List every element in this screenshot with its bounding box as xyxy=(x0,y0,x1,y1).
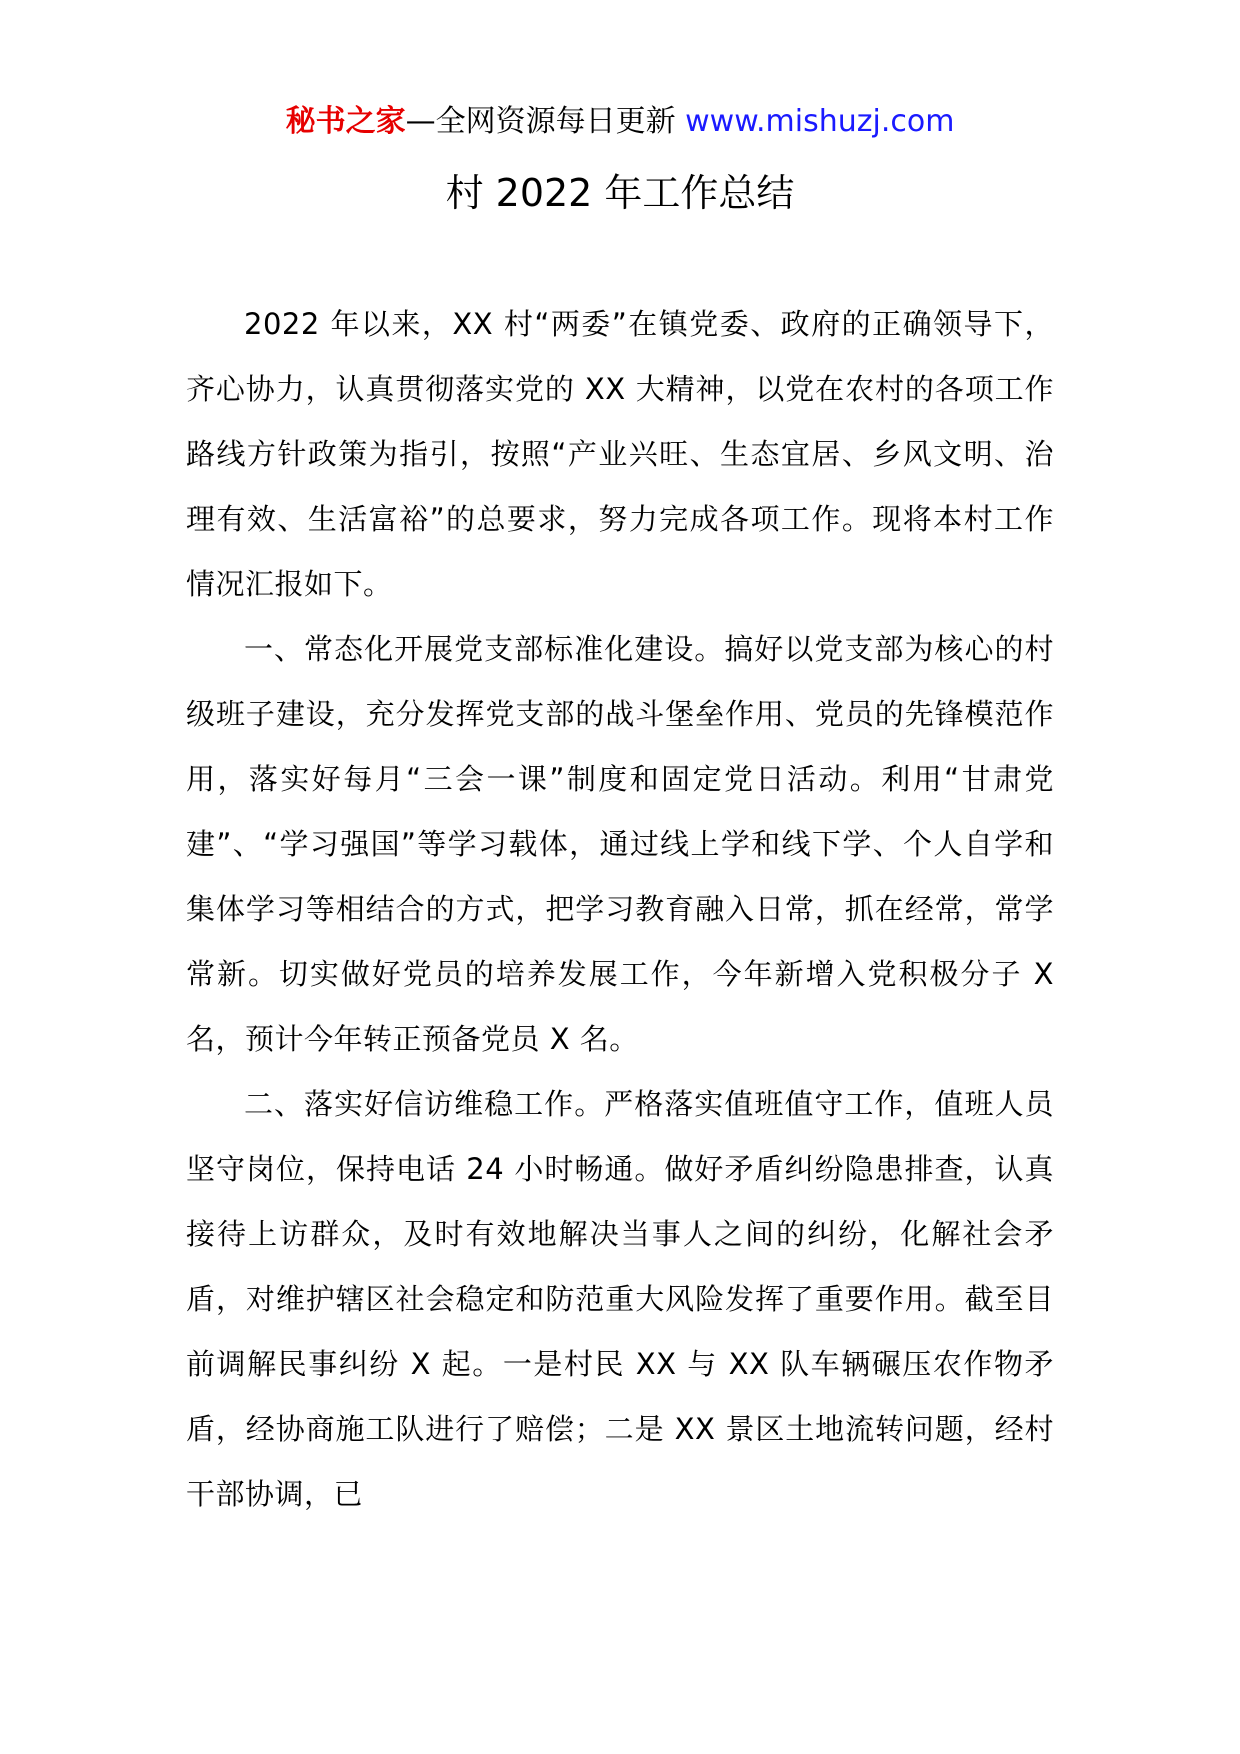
site-url-link[interactable]: www.mishuzj.com xyxy=(685,104,955,139)
paragraph-section-2: 二、落实好信访维稳工作。严格落实值班值守工作，值班人员坚守岗位，保持电话 24 小时畅通。做好矛盾纠纷隐患排查，认真接待上访群众，及时有效地解决当事人之间的纠纷，化解社会矛盾，对维护辖区社会稳定和防范重大风险发挥了重要作用。截至目前调解民事纠纷 X 起。一是村民 XX 与 XX 队车辆碾压农作物矛盾，经协商施工队进行了赔偿；二是 XX 景区土地流转问题，经村干部协调，已 xyxy=(186,1087,1054,1511)
document-title: 村 2022 年工作总结 xyxy=(445,171,795,215)
brand-name: 秘书之家 xyxy=(285,104,406,139)
paragraph-section-1: 一、常态化开展党支部标准化建设。搞好以党支部为核心的村级班子建设，充分发挥党支部的战斗堡垒作用、党员的先锋模范作用，落实好每月“三会一课”制度和固定党日活动。利用“甘肃党建”、“学习强国”等学习载体，通过线上学和线下学、个人自学和集体学习等相结合的方式，把学习教育融入日常，抓在经常，常学常新。切实做好党员的培养发展工作，今年新增入党积极分子 X 名，预计今年转正预备党员 X 名。 xyxy=(186,632,1054,1056)
document-body xyxy=(186,292,1054,1527)
paragraph-intro: 2022 年以来，XX 村“两委”在镇党委、政府的正确领导下，齐心协力，认真贯彻落实党的 XX 大精神，以党在农村的各项工作路线方针政策为指引，按照“产业兴旺、生态宜居、乡风文明、治理有效、生活富裕”的总要求，努力完成各项工作。现将本村工作情况汇报如下。 xyxy=(186,307,1054,601)
site-header xyxy=(0,100,1240,144)
header-tagline: —全网资源每日更新 xyxy=(405,104,676,139)
